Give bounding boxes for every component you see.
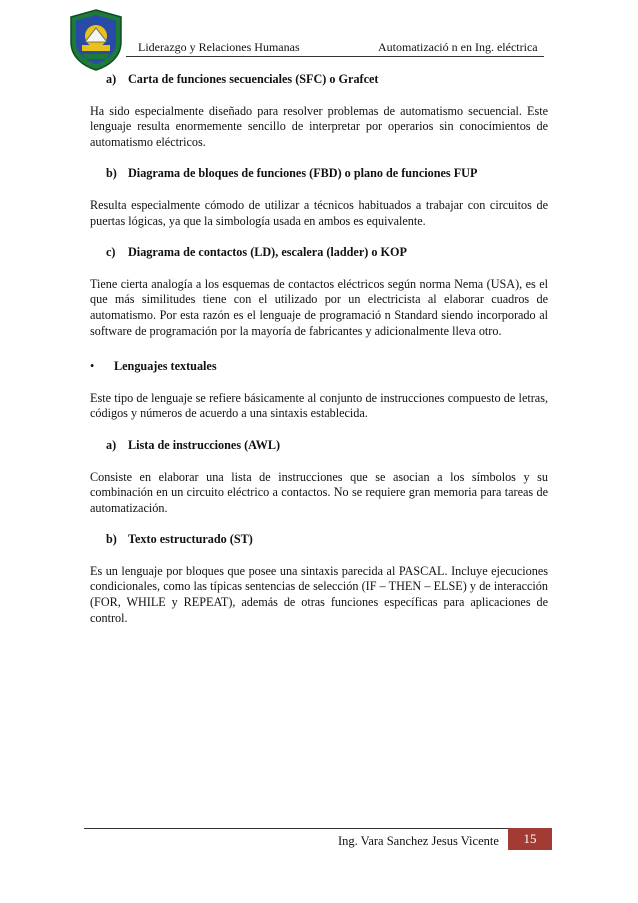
heading-text: Diagrama de contactos (LD), escalera (ladder) o KOP	[128, 245, 407, 260]
header-divider	[126, 56, 544, 57]
section-heading-ld	[106, 245, 548, 261]
section-heading-awl	[106, 438, 548, 454]
heading-text: Texto estructurado (ST)	[128, 532, 253, 547]
paragraph-st: Es un lenguaje por bloques que posee una sintaxis parecida al PASCAL. Incluye ejecuciones condicionales, como las típicas sentencias de selección (IF – THEN – ELSE) y de interacción (FOR, WHILE y REPEAT), además de otras funciones específicas para aplicaciones de control.	[90, 563, 548, 625]
paragraph-ld: Tiene cierta analogía a los esquemas de contactos eléctricos según norma Nema (USA), es el que más similitudes tiene con el utilizado por un electricista al elaborar cuadros de automatismo. Por esta razón es el lenguaje de programació n Standard siendo incorporado al software de programación por la mayoría de fabricantes y adicionalmente lleva otro.	[90, 276, 548, 338]
page-body	[90, 72, 548, 642]
heading-marker: a)	[106, 72, 117, 86]
section-heading-fbd	[106, 166, 548, 182]
bullet-text: Lenguajes textuales	[114, 359, 217, 374]
heading-marker: c)	[106, 245, 116, 260]
footer-author: Ing. Vara Sanchez Jesus Vicente	[338, 834, 499, 848]
page-number: 15	[508, 828, 552, 850]
header-course-title: Liderazgo y Relaciones Humanas	[138, 40, 300, 54]
paragraph-awl: Consiste en elaborar una lista de instrucciones que se asocian a los símbolos y su combinación en un circuito eléctrico a contactos. No se requiere gran memoria para tareas de automatización.	[90, 469, 548, 515]
section-heading-sfc	[106, 72, 548, 88]
heading-marker: b)	[106, 166, 117, 181]
heading-text: Carta de funciones secuenciales (SFC) o Grafcet	[128, 72, 379, 86]
institution-logo	[68, 8, 124, 72]
heading-text: Lista de instrucciones (AWL)	[128, 437, 281, 452]
header-subject-title: Automatizació n en Ing. eléctrica	[378, 40, 538, 54]
paragraph-fbd: Resulta especialmente cómodo de utilizar a técnicos habituados a trabajar con circuitos de puertas lógicas, ya que la simbología usada en ambos es equivalente.	[90, 197, 548, 228]
paragraph-textual: Este tipo de lenguaje se refiere básicamente al conjunto de instrucciones compuesto de letras, códigos y números de acuerdo a una sintaxis establecida.	[90, 390, 548, 421]
section-heading-st	[106, 532, 548, 548]
footer-divider	[84, 828, 508, 829]
heading-marker: a)	[106, 437, 117, 452]
heading-marker: b)	[106, 532, 117, 547]
bullet-heading-textual	[90, 359, 548, 375]
paragraph-sfc: Ha sido especialmente diseñado para resolver problemas de automatismo secuencial. Este lenguaje resulta enormemente sencillo de interpretar por operarios sin conocimientos de automatismo eléctricos.	[90, 103, 548, 149]
heading-text: Diagrama de bloques de funciones (FBD) o plano de funciones FUP	[128, 166, 478, 181]
bullet-icon: •	[90, 359, 95, 374]
